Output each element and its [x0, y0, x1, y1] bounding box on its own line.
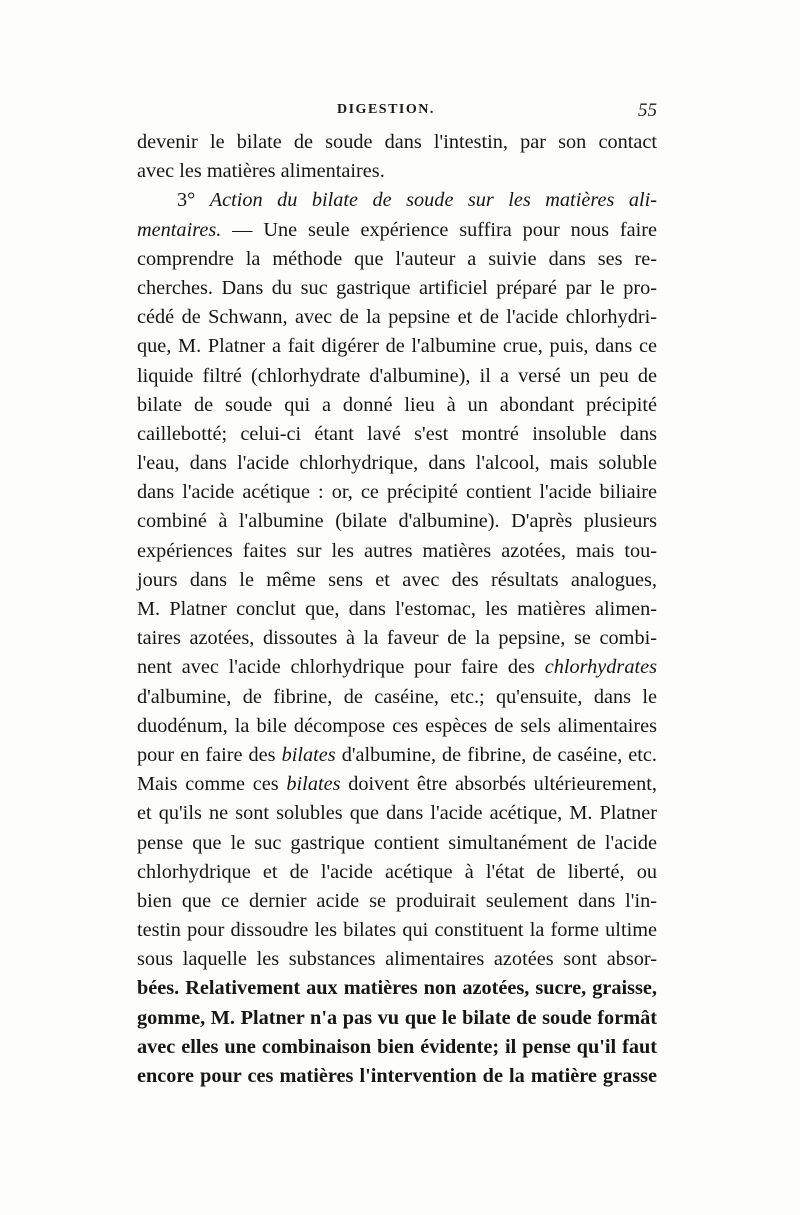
- section-number: 3°: [177, 189, 196, 212]
- italic-term: bilates: [281, 743, 336, 766]
- text-line: duodénum, la bile décompose ces espèces de sels alimentaires: [137, 714, 657, 737]
- text-run: Mais comme ces: [137, 773, 287, 796]
- text-line: sous laquelle les substances alimentaires azotées sont absor-: [137, 948, 657, 971]
- text-line: avec les matières alimentaires.: [137, 160, 385, 183]
- text-line: M. Platner conclut que, dans l'estomac, les matières alimen-: [137, 598, 657, 620]
- running-head: [137, 100, 657, 124]
- text-line: chlorhydrique et de l'acide acétique à l'état de liberté, ou: [137, 860, 657, 883]
- text-line: devenir le bilate de soude dans l'intestin, par son contact: [137, 131, 657, 153]
- text-line: pense que le suc gastrique contient simultanément de l'acide: [137, 831, 657, 854]
- italic-term: chlorhydrates: [544, 656, 657, 679]
- text-line: taires azotées, dissoutes à la faveur de la pepsine, se combi-: [137, 627, 657, 650]
- text-line: expériences faites sur les autres matières azotées, mais tou-: [137, 539, 657, 562]
- section-heading-line: [137, 186, 657, 215]
- text-run: d'albumine, de fibrine, de caséine, etc.: [335, 743, 657, 766]
- text-line: et qu'ils ne sont solubles que dans l'acide acétique, M. Platner: [137, 802, 657, 825]
- text-line: jours dans le même sens et avec des résultats analogues,: [137, 568, 657, 591]
- text-run: pour en faire des: [137, 743, 282, 766]
- text-line: d'albumine, de fibrine, de caséine, etc.; qu'ensuite, dans le: [137, 685, 657, 708]
- text-line: combiné à l'albumine (bilate d'albumine). D'après plusieurs: [137, 510, 657, 533]
- text-line: dans l'acide acétique : or, ce précipité contient l'acide biliaire: [137, 481, 657, 504]
- text-line: que, M. Platner a fait digérer de l'albumine crue, puis, dans ce: [137, 335, 657, 358]
- text-run: doivent être absorbés ultérieurement,: [340, 773, 657, 796]
- section-title: Action du bilate de soude sur les matières ali-: [209, 189, 657, 212]
- text-run: nent avec l'acide chlorhydrique pour faire des: [137, 656, 545, 679]
- text-line: [137, 770, 657, 799]
- text-line: avec elles une combinaison bien évidente; il pense qu'il faut: [137, 1035, 657, 1058]
- text-line: l'eau, dans l'acide chlorhydrique, dans l'alcool, mais soluble: [137, 452, 657, 475]
- text-line: cherches. Dans du suc gastrique artificiel préparé par le pro-: [137, 276, 657, 299]
- running-title: DIGESTION.: [337, 102, 435, 117]
- text-line: [137, 216, 657, 245]
- text-line: bées. Relativement aux matières non azotées, sucre, graisse,: [137, 977, 657, 1000]
- text-line: encore pour ces matières l'intervention de la matière grasse: [137, 1065, 657, 1087]
- text-line: testin pour dissoudre les bilates qui constituent la forme ultime: [137, 919, 657, 942]
- text-line: [137, 653, 657, 682]
- text-line: bilate de soude qui a donné lieu à un abondant précipité: [137, 393, 657, 416]
- text-run: — Une seule expérience suffira pour nous faire: [221, 218, 657, 241]
- text-line: comprendre la méthode que l'auteur a suivie dans ses re-: [137, 247, 657, 270]
- section-title-continued: mentaires.: [137, 218, 222, 241]
- text-line: caillebotté; celui-ci étant lavé s'est montré insoluble dans: [137, 422, 657, 445]
- text-line: gomme, M. Platner n'a pas vu que le bilate de soude formât: [137, 1006, 657, 1029]
- text-line: [137, 741, 657, 770]
- italic-term: bilates: [286, 773, 341, 796]
- body-text: [137, 128, 657, 1091]
- text-line: bien que ce dernier acide se produirait seulement dans l'in-: [137, 889, 657, 912]
- text-line: cédé de Schwann, avec de la pepsine et de l'acide chlorhydri-: [137, 306, 657, 329]
- text-line: liquide filtré (chlorhydrate d'albumine), il a versé un peu de: [137, 364, 657, 387]
- page-number: 55: [638, 100, 657, 121]
